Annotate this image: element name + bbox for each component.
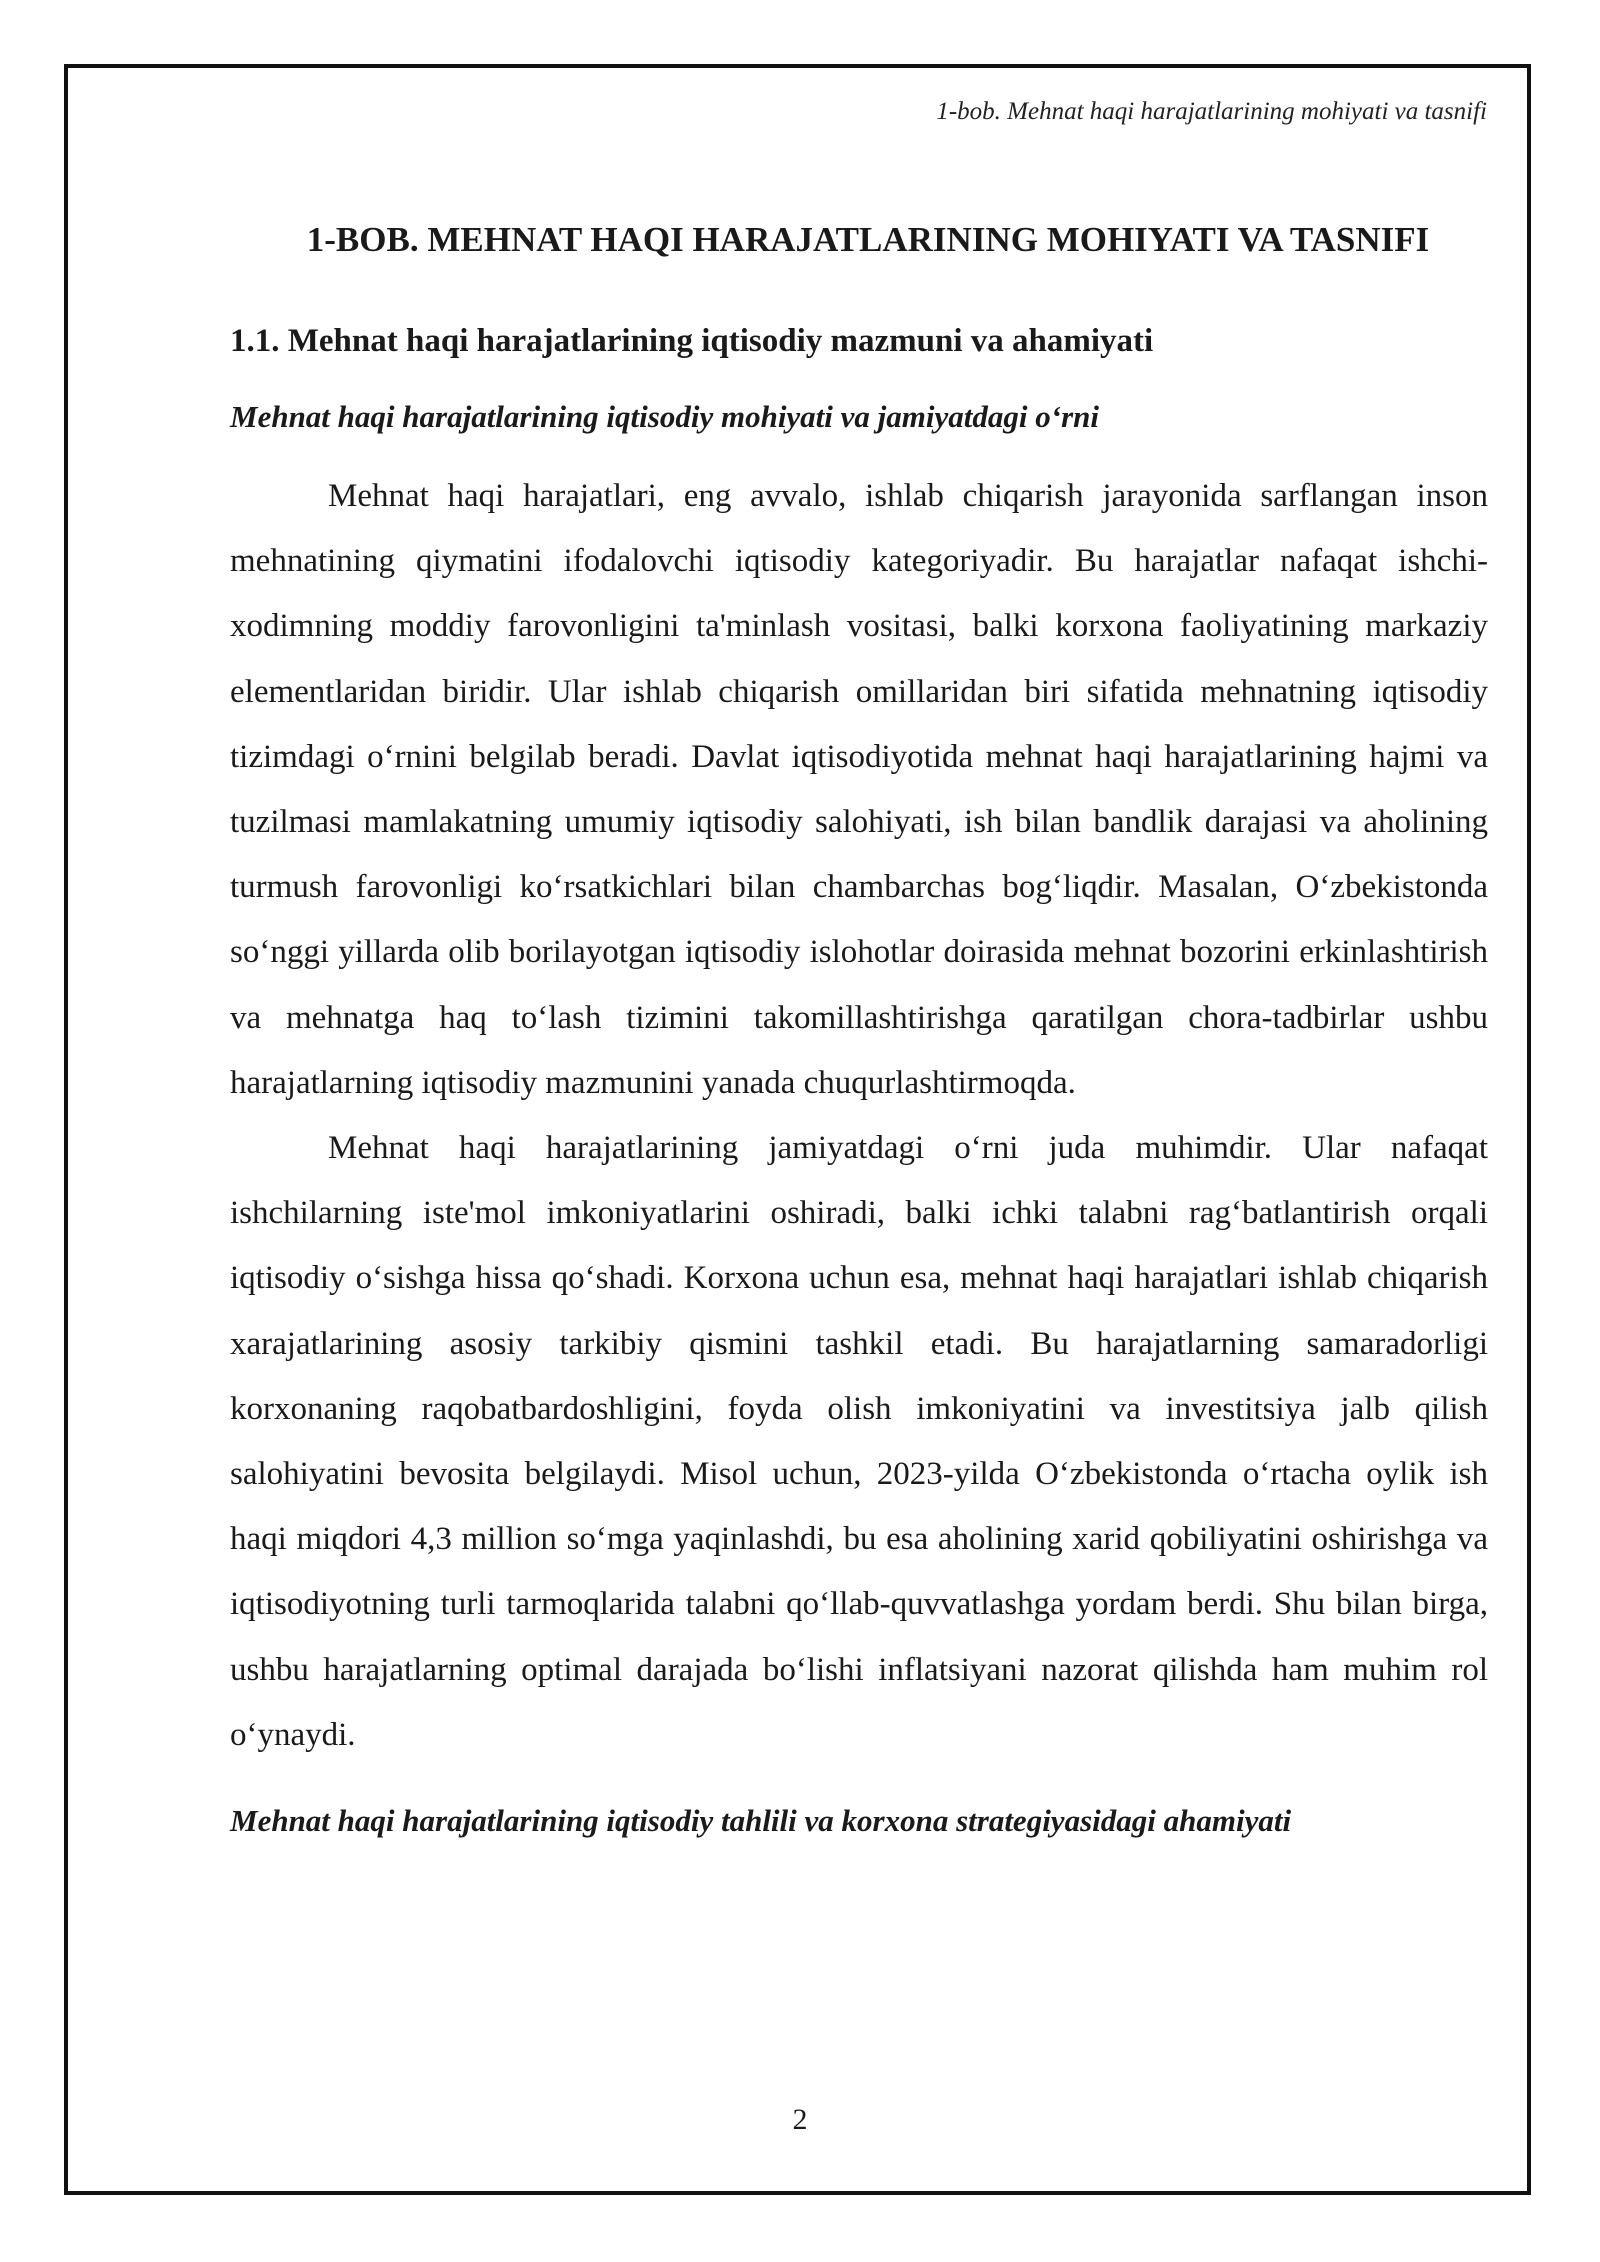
body-paragraph: Mehnat haqi harajatlarining jamiyatdagi o‘rni juda muhimdir. Ular nafaqat ishchilarning iste'mol imkoniyatlarini oshiradi, balki ichki talabni rag‘batlantirish orqali iqtisodiy o‘sishga hissa qo‘shadi. Korxona uchun esa, mehnat haqi harajatlari ishlab chiqarish xarajatlarining asosiy tarkibiy qismini tashkil etadi. Bu harajatlarning samaradorligi korxonaning raqobatbardoshligini, foyda olish imkoniyatini va investitsiya jalb qilish salohiyatini bevosita belgilaydi. Misol uchun, 2023-yilda O‘zbekistonda o‘rtacha oylik ish haqi miqdori 4,3 million so‘mga yaqinlashdi, bu esa aholining xarid qobiliyatini oshirishga va iqtisodiyotning turli tarmoqlarida talabni qo‘llab-quvvatlashga yordam berdi. Shu bilan birga, ushbu harajatlarning optimal darajada bo‘lishi inflatsiyani nazorat qilishda ham muhim rol o‘ynaydi. [230,1130,1488,1753]
subsection-title: Mehnat haqi harajatlarining iqtisodiy tahlili va korxona strategiyasidagi ahamiyati [230,1803,1292,1839]
running-header: 1-bob. Mehnat haqi harajatlarining mohiyati va tasnifi [936,98,1487,125]
subsection-title: Mehnat haqi harajatlarining iqtisodiy mohiyati va jamiyatdagi o‘rni [230,399,1099,434]
page-number: 2 [792,2103,808,2136]
chapter-title: 1-BOB. MEHNAT HAQI HARAJATLARINING MOHIYATI VA TASNIFI [306,220,1430,259]
section-title: 1.1. Mehnat haqi harajatlarining iqtisodiy mazmuni va ahamiyati [230,323,1154,359]
page-content [230,210,1488,1844]
body-paragraph: Mehnat haqi harajatlari, eng avvalo, ishlab chiqarish jarayonida sarflangan inson mehnatining qiymatini ifodalovchi iqtisodiy kategoriyadir. Bu harajatlar nafaqat ishchi-xodimning moddiy farovonligini ta'minlash vositasi, balki korxona faoliyatining markaziy elementlaridan biridir. Ular ishlab chiqarish omillaridan biri sifatida mehnatning iqtisodiy tizimdagi o‘rnini belgilab beradi. Davlat iqtisodiyotida mehnat haqi harajatlarining hajmi va tuzilmasi mamlakatning umumiy iqtisodiy salohiyati, ish bilan bandlik darajasi va aholining turmush farovonligi ko‘rsatkichlari bilan chambarchas bog‘liqdir. Masalan, O‘zbekistonda so‘nggi yillarda olib borilayotgan iqtisodiy islohotlar doirasida mehnat bozorini erkinlashtirish va mehnatga haq to‘lash tizimini takomillashtirishga qaratilgan chora-tadbirlar ushbu harajatlarning iqtisodiy mazmunini yanada chuqurlashtirmoqda. [230,478,1488,1101]
